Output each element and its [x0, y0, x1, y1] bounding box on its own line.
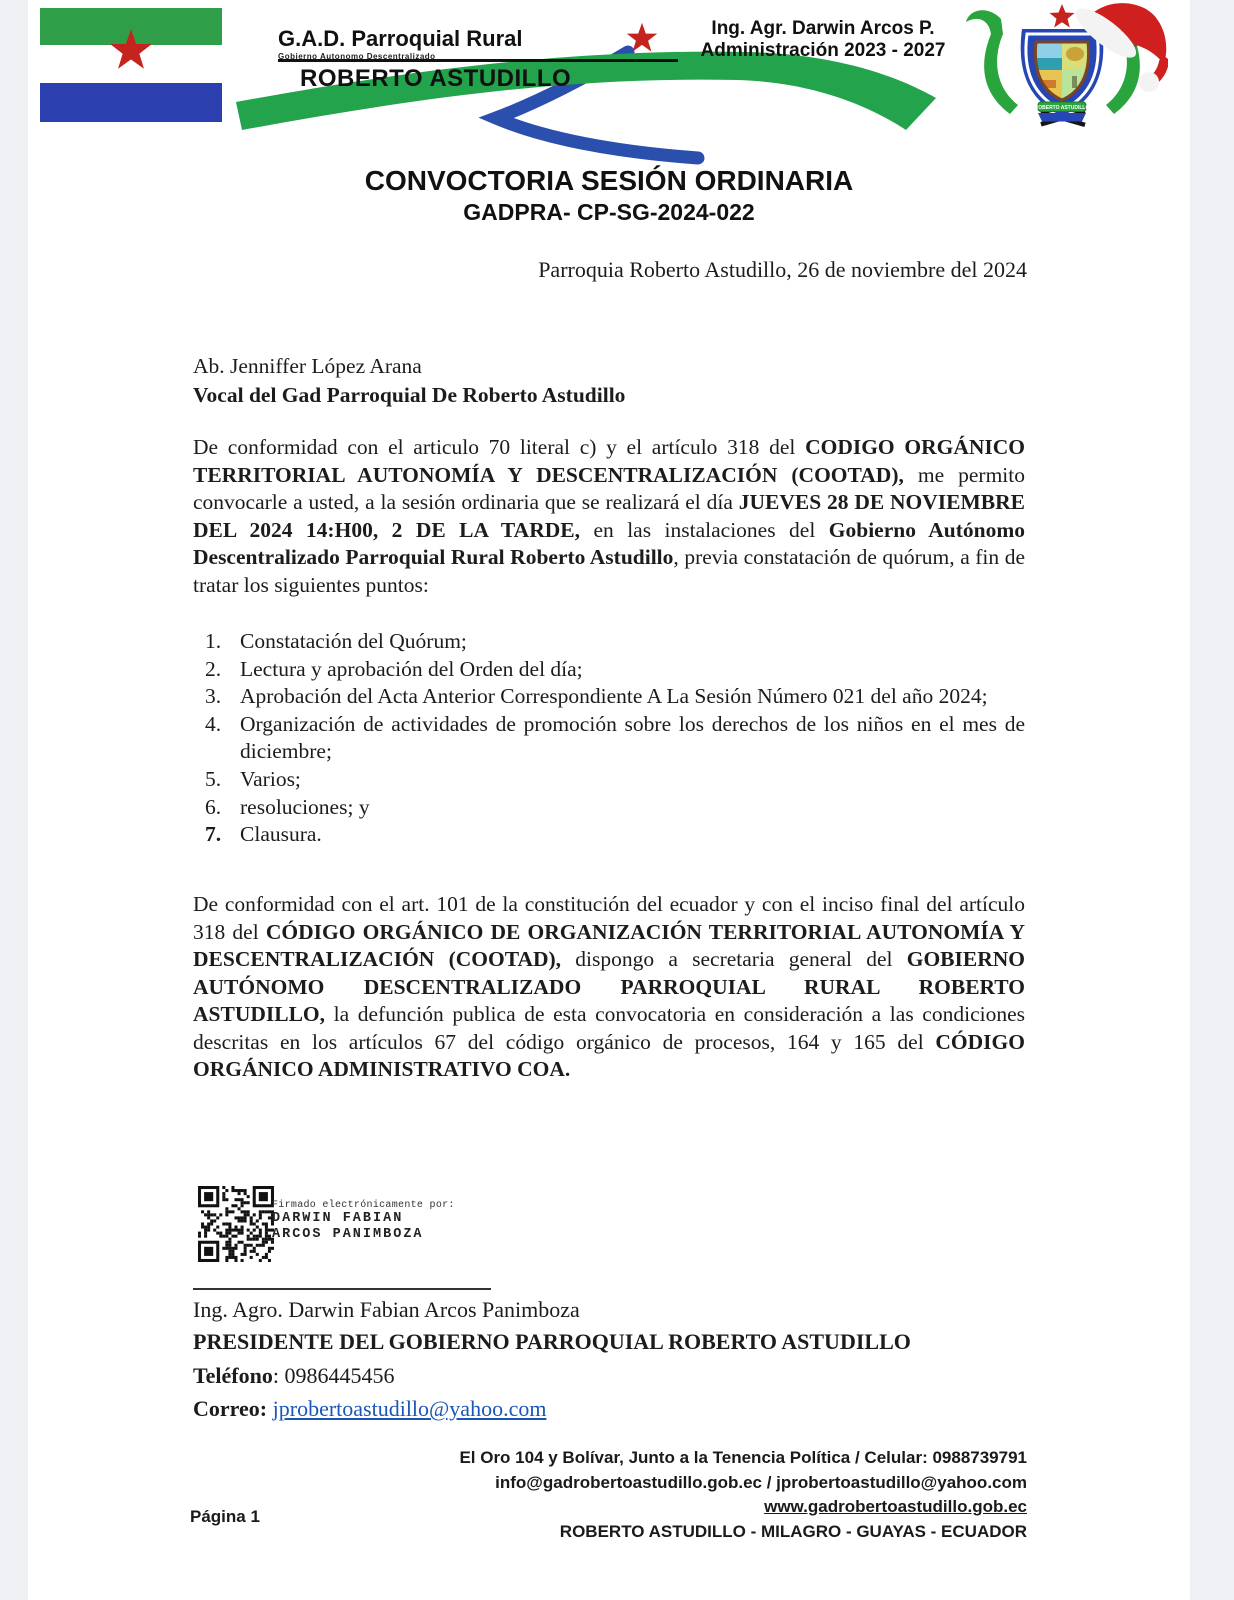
- body-text: De conformidad con el articulo 70 literal c) y el artículo 318 del: [193, 435, 806, 459]
- agenda-item-number: 7.: [205, 822, 222, 847]
- agenda-item: [193, 711, 1025, 766]
- addressee-name: Ab. Jenniffer López Arana: [193, 354, 422, 378]
- administrator-name: Ing. Agr. Darwin Arcos P.: [711, 18, 935, 39]
- document-dateline: Parroquia Roberto Astudillo, 26 de noviembre del 2024: [538, 257, 1027, 282]
- signer-first-names: DARWIN FABIAN: [272, 1211, 404, 1226]
- footer-website: www.gadrobertoastudillo.gob.ec: [764, 1497, 1027, 1516]
- footer-address: El Oro 104 y Bolívar, Junto a la Tenencia Política / Celular: 0988739791: [459, 1448, 1027, 1467]
- signer-name: Ing. Agro. Darwin Fabian Arcos Panimboza: [193, 1297, 580, 1322]
- emphasized-text: JUEVES 28 DE NOVIEMBRE DEL 2024 14:H00, 2 DE LA TARDE,: [193, 490, 1026, 542]
- body-text: en las instalaciones del: [579, 517, 829, 542]
- document-reference: GADPRA- CP-SG-2024-022: [463, 199, 755, 225]
- electronic-signature-stamp: [272, 1200, 455, 1243]
- paragraph-legal: [193, 891, 1025, 1084]
- signer-title: PRESIDENTE DEL GOBIERNO PARROQUIAL ROBERTO ASTUDILLO: [193, 1329, 911, 1354]
- parish-coat-of-arms: [956, 2, 1168, 138]
- electronic-signature-label: Firmado electrónicamente por:: [272, 1200, 455, 1211]
- agenda-item-text: Clausura.: [240, 822, 322, 847]
- footer-location: ROBERTO ASTUDILLO - MILAGRO - GUAYAS - ECUADOR: [559, 1521, 1027, 1541]
- email-link[interactable]: jprobertoastudillo@yahoo.com: [272, 1396, 547, 1421]
- emphasized-text: GOBIERNO AUTÓNOMO DESCENTRALIZADO PARROQUIAL RURAL ROBERTO ASTUDILLO,: [193, 947, 1026, 1026]
- agenda-item: [193, 821, 1025, 849]
- emphasized-text: Gobierno Autónomo Descentralizado Parroquial Rural Roberto Astudillo: [193, 517, 1025, 569]
- agenda-item-text: Lectura y aprobación del Orden del día;: [240, 656, 583, 681]
- document-title: CONVOCTORIA SESIÓN ORDINARIA: [364, 165, 854, 196]
- body-text: la defunción publica de esta convocatoria en consideración a las condiciones descritas en los artículos 67 del código orgánico de procesos, 164 y 165 del: [193, 1002, 1025, 1054]
- agenda-item-number: 4.: [205, 711, 222, 736]
- agenda-item: [193, 628, 1025, 656]
- phone-value: : 0986445456: [272, 1363, 395, 1388]
- emphasized-text: CODIGO ORGÁNICO TERRITORIAL AUTONOMÍA Y DESCENTRALIZACIÓN (COOTAD),: [193, 435, 1025, 487]
- page-number-label: Página 1: [190, 1507, 260, 1526]
- red-star-icon: [626, 22, 658, 54]
- emblem-ribbon: [1038, 113, 1086, 122]
- emphasized-text: CÓDIGO ORGÁNICO ADMINISTRATIVO COA.: [193, 1029, 1025, 1081]
- agenda-item: [193, 766, 1025, 794]
- agenda-list: [193, 628, 1025, 849]
- parish-flag: [40, 8, 222, 122]
- logo-title: G.A.D. Parroquial Rural: [278, 26, 523, 51]
- emphasized-text: CÓDIGO ORGÁNICO DE ORGANIZACIÓN TERRITORIAL AUTONOMÍA Y DESCENTRALIZACIÓN (COOTAD),: [193, 919, 1025, 971]
- logo-subtitle: Gobierno Autonomo Descentralizado: [278, 52, 436, 61]
- body-text: me permito convocarle a usted, a la sesión ordinaria que se realizará el día: [193, 462, 1025, 514]
- agenda-item-number: 6.: [205, 794, 222, 819]
- email-label: Correo:: [193, 1396, 268, 1421]
- paragraph-convocation: [193, 434, 1025, 599]
- agenda-item-text: Varios;: [240, 766, 301, 791]
- addressee-block: [193, 352, 1025, 410]
- phone-label: Teléfono: [193, 1363, 273, 1388]
- signer-last-names: ARCOS PANIMBOZA: [272, 1227, 424, 1242]
- emblem-banner-text: ROBERTO ASTUDILLO: [1034, 105, 1090, 111]
- agenda-item-number: 2.: [205, 656, 222, 681]
- administration-period: Administración 2023 - 2027: [700, 40, 946, 61]
- agenda-item: [193, 794, 1025, 822]
- flag-stripe-blue: [40, 83, 222, 122]
- body-text: , previa constatación de quórum, a fin de tratar los siguientes puntos:: [193, 545, 1025, 597]
- flag-star-icon: [109, 28, 153, 72]
- agenda-item-text: resoluciones; y: [240, 794, 370, 819]
- phone-row: [193, 1363, 394, 1389]
- agenda-item-number: 5.: [205, 766, 222, 791]
- agenda-item-number: 3.: [205, 684, 222, 709]
- body-text: De conformidad con el art. 101 de la constitución del ecuador y con el inciso final del artículo 318 del: [193, 892, 1025, 944]
- agenda-item: [193, 656, 1025, 684]
- signature-line: [193, 1288, 491, 1290]
- letterhead-footer: [193, 1446, 1027, 1544]
- emblem-star-icon: [1050, 4, 1075, 28]
- agenda-item-text: Organización de actividades de promoción sobre los derechos de los niños en el mes de diciembre;: [240, 711, 1025, 764]
- logo-parish-name: ROBERTO ASTUDILLO: [300, 65, 572, 92]
- footer-emails: info@gadrobertoastudillo.gob.ec / jprobertoastudillo@yahoo.com: [495, 1472, 1027, 1492]
- qr-code-stamp: [198, 1186, 274, 1262]
- logo-underline: [278, 52, 678, 62]
- body-text: dispongo a secretaria general del: [561, 947, 907, 971]
- document-page: [28, 0, 1190, 1600]
- agenda-item-text: Aprobación del Acta Anterior Correspondiente A La Sesión Número 021 del año 2024;: [240, 684, 988, 709]
- agenda-item-number: 1.: [205, 629, 222, 653]
- administration-block: [678, 18, 968, 62]
- agenda-item: [193, 683, 1025, 711]
- email-row: [193, 1396, 546, 1422]
- agenda-item-text: Constatación del Quórum;: [240, 629, 467, 653]
- addressee-role: Vocal del Gad Parroquial De Roberto Astudillo: [193, 383, 626, 407]
